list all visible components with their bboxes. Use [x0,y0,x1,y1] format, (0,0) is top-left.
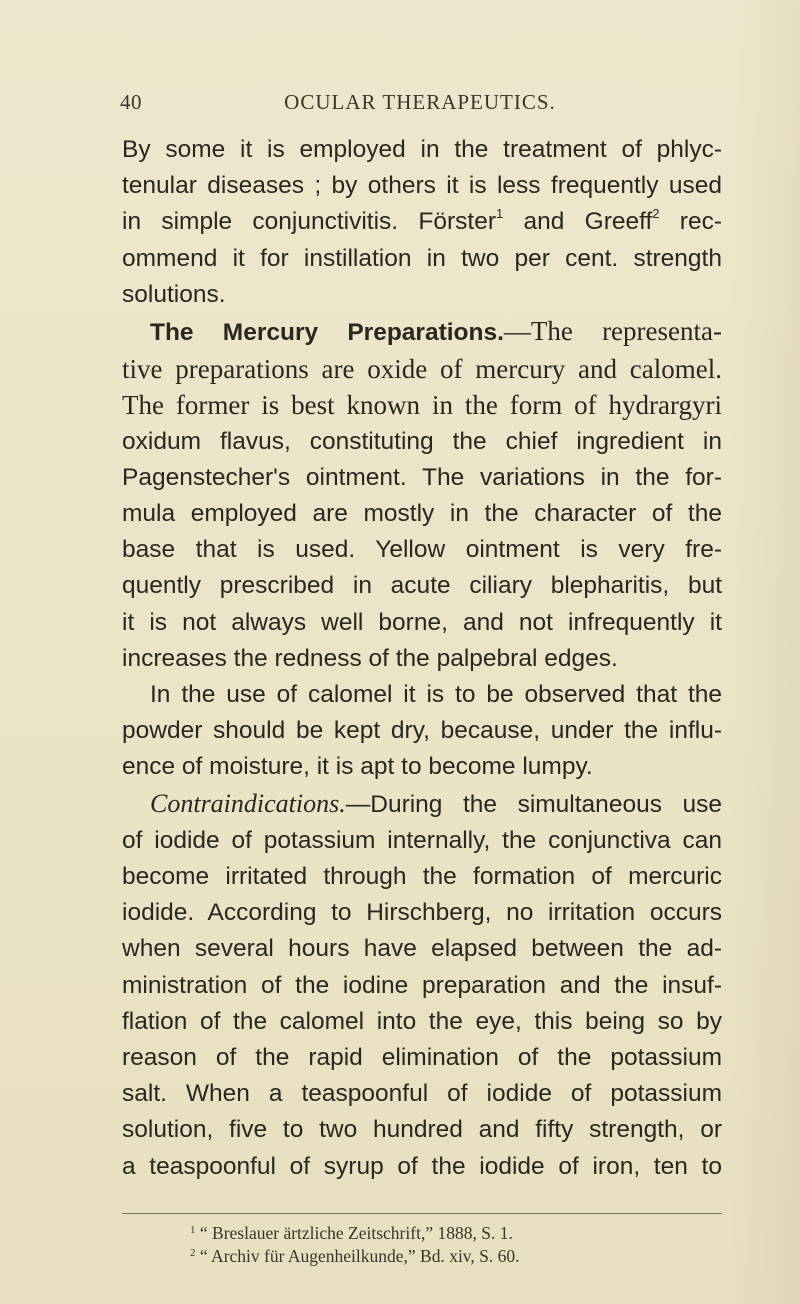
footnote-text: “ Breslauer ärtzliche Zeitschrift,” 1888, S. 1. [199,1223,513,1243]
footnote-divider [122,1213,722,1214]
text-line: ommend it for instillation in two per cent. strength [122,244,722,272]
footnote-mark: 2 [190,1247,196,1259]
text-line: solution, five to two hundred and fifty strength, or [122,1116,722,1144]
text-run: rec- [659,208,722,236]
text-line: ence of moisture, it is apt to become lumpy. [122,753,593,781]
text-run: —During the simultaneous use [345,790,722,818]
text-line: The former is best known in the form of hydrargyri [122,390,722,421]
footnotes [190,1222,750,1268]
text-line: mula employed are mostly in the character of the [122,500,722,528]
page-edge-shadow [730,0,800,1304]
text-line: quently prescribed in acute ciliary blepharitis, but [122,572,722,600]
text-line: iodide. According to Hirschberg, no irritation occurs [122,899,722,927]
text-line: oxidum flavus, constituting the chief ingredient in [122,427,722,455]
text-line: tive preparations are oxide of mercury and calomel. [122,354,722,385]
text-line: become irritated through the formation of mercuric [122,863,722,891]
text-line: tenular diseases ; by others it is less frequently used [122,172,722,200]
footnote-ref-2[interactable]: 2 [652,206,660,222]
text-line: base that is used. Yellow ointment is very fre- [122,536,722,564]
text-line: In the use of calomel it is to be observed that the [150,681,722,709]
footnote-mark: 1 [190,1224,196,1236]
section-heading: The Mercury Preparations. [150,319,504,347]
body-text [122,132,722,1185]
text-line: it is not always well borne, and not infrequently it [122,608,722,636]
text-run: in simple conjunctivitis. Förster [122,208,496,236]
text-line: ministration of the iodine preparation and the insuf- [122,971,722,999]
text-line: Pagenstecher's ointment. The variations in the for- [122,463,722,491]
text-line: salt. When a teaspoonful of iodide of potassium [122,1080,722,1108]
footnote-ref-1[interactable]: 1 [495,206,504,222]
text-line: of iodide of potassium internally, the conjunctiva can [122,826,722,854]
text-line [122,204,722,240]
text-run: and Greeff [503,208,653,236]
text-line: when several hours have elapsed between the ad- [122,935,722,963]
text-line [122,313,722,351]
footnote-text: “ Archiv für Augenheilkunde,” Bd. xiv, S. 60. [199,1246,520,1266]
subsection-heading: Contraindications. [150,788,346,818]
running-header [120,90,720,124]
running-title: OCULAR THERAPEUTICS. [284,90,556,114]
footnote-1 [190,1222,750,1245]
text-line: flation of the calomel into the eye, this being so by [122,1007,722,1035]
page-number: 40 [120,90,142,114]
text-line: solutions. [122,280,226,308]
text-line: powder should be kept dry, because, under the influ- [122,717,722,745]
footnote-2 [190,1245,750,1268]
text-run: —The representa- [503,316,722,347]
text-line: increases the redness of the palpebral edges. [122,644,618,672]
text-line: By some it is employed in the treatment of phlyc- [122,136,722,163]
text-line [122,786,722,823]
text-line: reason of the rapid elimination of the potassium [122,1044,722,1072]
text-line: a teaspoonful of syrup of the iodide of iron, ten to [122,1152,722,1180]
